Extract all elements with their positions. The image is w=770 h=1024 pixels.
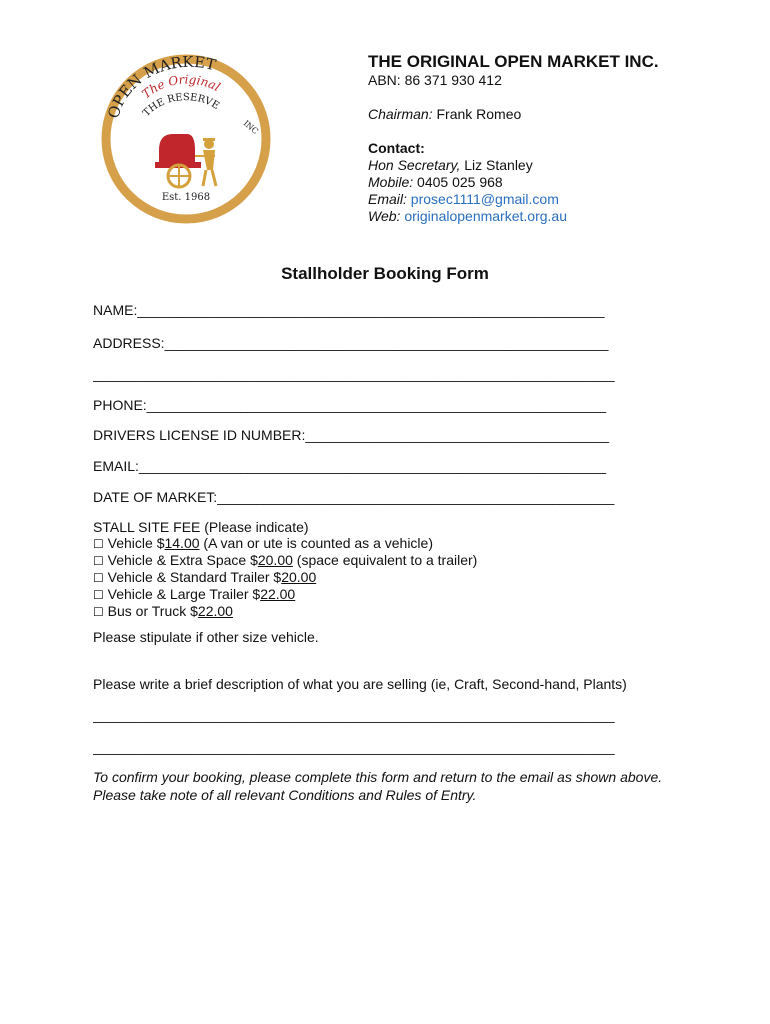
chairman-line	[368, 106, 748, 123]
fee-option[interactable]: ☐ Vehicle $14.00 (A van or ute is counted as a vehicle)	[93, 535, 433, 551]
checkbox-icon[interactable]: ☐	[93, 605, 104, 619]
organisation-name: THE ORIGINAL OPEN MARKET INC.	[368, 52, 659, 71]
address-line-2[interactable]: ___________________________________________________________________	[93, 366, 615, 382]
logo-top-text: The Original	[139, 72, 223, 102]
mobile-label: Mobile:	[368, 174, 414, 190]
chairman-label: Chairman:	[368, 106, 433, 122]
mobile-line	[368, 174, 748, 191]
confirm-line-2: Please take note of all relevant Conditions and Rules of Entry.	[93, 787, 477, 803]
address-field[interactable]: ADDRESS:_________________________________________________________	[93, 335, 609, 351]
secretary-name: Liz Stanley	[464, 157, 533, 173]
checkbox-icon[interactable]: ☐	[93, 537, 104, 551]
secretary-line	[368, 157, 748, 174]
mobile-value: 0405 025 968	[417, 174, 503, 190]
logo-main-text: OPEN MARKET	[104, 52, 218, 121]
fee-option[interactable]: ☐ Bus or Truck $22.00	[93, 603, 233, 619]
secretary-label: Hon Secretary,	[368, 157, 461, 173]
email-line	[368, 191, 748, 208]
other-size-text: Please stipulate if other size vehicle.	[93, 629, 319, 645]
fee-option[interactable]: ☐ Vehicle & Standard Trailer $20.00	[93, 569, 317, 585]
checkbox-icon[interactable]: ☐	[93, 554, 104, 568]
confirm-line-1: To confirm your booking, please complete this form and return to the email as shown above.	[93, 769, 663, 785]
web-label: Web:	[368, 208, 401, 224]
cart-figure-icon	[155, 134, 216, 187]
description-line-1[interactable]: ___________________________________________________________________	[93, 707, 615, 723]
fee-option[interactable]: ☐ Vehicle & Extra Space $20.00 (space equivalent to a trailer)	[93, 552, 478, 568]
drivers-license-field[interactable]: DRIVERS LICENSE ID NUMBER:_______________________________________	[93, 427, 610, 443]
form-title: Stallholder Booking Form	[281, 264, 489, 283]
description-prompt: Please write a brief description of what you are selling (ie, Craft, Second-hand, Plants)	[93, 676, 627, 692]
logo-sub-text: THE RESERVE	[141, 92, 222, 120]
organisation-details	[368, 52, 748, 225]
date-of-market-field[interactable]: DATE OF MARKET:___________________________________________________	[93, 489, 615, 505]
stall-fee-section	[93, 519, 477, 620]
confirmation-note	[93, 768, 693, 804]
chairman-name: Frank Romeo	[436, 106, 522, 122]
open-market-logo	[95, 52, 277, 226]
logo-est-text: Est. 1968	[161, 192, 211, 203]
name-field[interactable]: NAME:____________________________________________________________	[93, 302, 605, 318]
email-link[interactable]: prosec1111@gmail.com	[410, 191, 559, 207]
web-link[interactable]: originalopenmarket.org.au	[404, 208, 567, 224]
fee-option[interactable]: ☐ Vehicle & Large Trailer $22.00	[93, 586, 296, 602]
logo-inc-text: INC	[241, 118, 260, 136]
web-line	[368, 208, 748, 225]
abn: ABN: 86 371 930 412	[368, 72, 502, 88]
phone-field[interactable]: PHONE:___________________________________________________________	[93, 397, 607, 413]
checkbox-icon[interactable]: ☐	[93, 588, 104, 602]
fee-heading: STALL SITE FEE (Please indicate)	[93, 519, 309, 535]
email-field[interactable]: EMAIL:____________________________________________________________	[93, 458, 607, 474]
checkbox-icon[interactable]: ☐	[93, 571, 104, 585]
contact-label: Contact:	[368, 140, 425, 156]
email-label: Email:	[368, 191, 407, 207]
description-line-2[interactable]: ___________________________________________________________________	[93, 739, 615, 755]
